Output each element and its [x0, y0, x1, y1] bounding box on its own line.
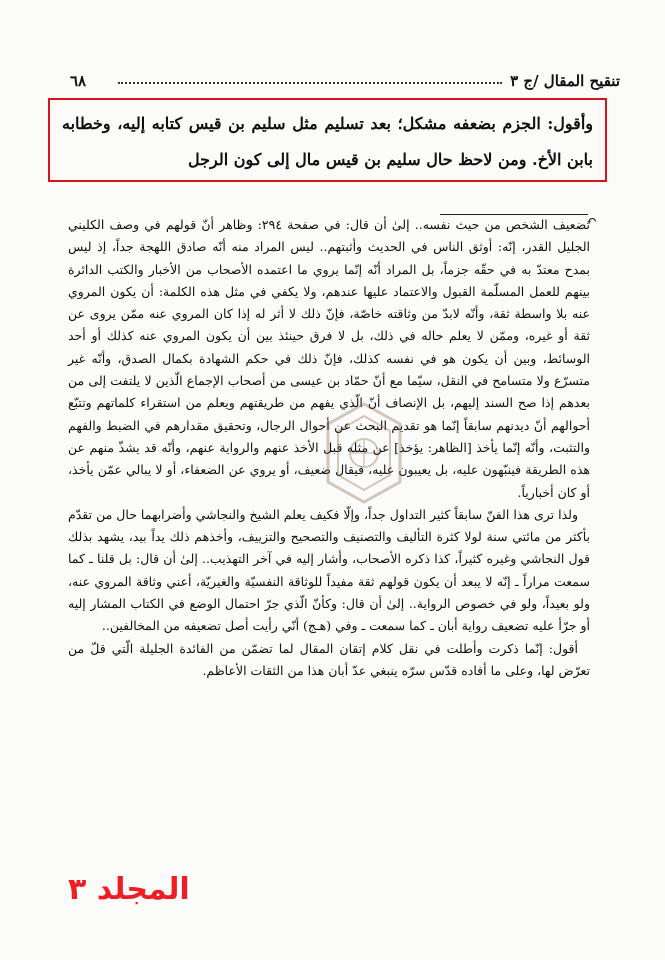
paragraph: ولذا ترى هذا الفنّ سابقاً كثير التداول جداً، وإلّا فكيف يعلم الشيخ والنجاشي وأضرابهما حال من تقدّم بأكثر من مائتي سنة لولا كثرة التأليف والتصنيف والتصحيح والتزييف، وأخذهم ذلك يداً بيد، يشهد بذلك قول النجاشي وغيره كثيراً، كذا ذكره الأصحاب، وأشار إليه في آخر التهذيب.. إلىٰ أن قال: بل قلنا ـ كما سمعت مراراً ـ إنّه لا يبعد أن يكون قولهم ثقة مفيداً للوثاقة النفسيّة والغيريّة، أعني وثاقة المروي عنه، ولو بعيداً، ولو في خصوص الرواية.. إلىٰ أن قال: وكأنّ الّذي جرّ احتمال الوضع في الكتاب المشار إليه أو جرّأ عليه تضعيف رواية أبان ـ كما سمعت ـ وفي (هـج) أنّي رأيت أصل تضعيفه من المخالفين..: [68, 506, 590, 634]
running-title: تنقيح المقال /ج ٣: [510, 72, 620, 90]
page-header: [70, 60, 620, 90]
page-number: ٦٨: [70, 72, 87, 90]
volume-label: المجلد ٣: [68, 872, 190, 907]
watermark-seal-icon: [318, 400, 410, 506]
highlighted-passage-text: وأقول: الجزم بضعفه مشكل؛ بعد تسليم مثل سليم بن قيس كتابه إليه، وخطابه بابن الأخ. ومن لاحظ حال سليم بن قيس مال إلى كون الرجل: [62, 114, 593, 169]
header-dot-leader: [118, 82, 502, 84]
paragraph: أقول: إنّما ذكرت وأطلت في نقل كلام إتقان المقال لما تضمّن من الفائدة الجليلة الّتي قلّ من تعرّض لها، وعلى ما أفاده قدّس سرّه ينبغي عدّ أبان هذا من الثقات الأعاظم.: [68, 640, 590, 678]
paragraph: تضعيف الشخص من حيث نفسه.. إلىٰ أن قال: في صفحة ٢٩٤: وظاهر أنّ قولهم في وصف الكليني الجليل القدر، إنّه: أوثق الناس في الحديث وأثبتهم.. ليس المراد منه أنّه صادق اللهجة جداً، إذ ليس بمدح معتدّ به في حقّه جزماً، بل المراد أنّه إنّما يروي ما اعتمده الأصحاب من الأخبار والكتب الدائرة بينهم للعمل المسلّمة القبول والاعتماد عليها عندهم، ولا يكفي في مثل هذه الكلمة: أن يكون المروي عنه بلا واسطة ثقة، وأنّه لابدّ من وثاقته خاصّة، فإنّ ذلك لا أثر له إذا كان المروي عنه ممّن يروى عن ثقة أو غيره، وممّن لا يعلم حاله في ذلك، بل لا فرق حينئذ بين أن يكون المروي عنه كذلك أو أحد الوسائط، وبين أن يكون هو في نفسه كذلك، فإنّ ذلك في حكم الشهادة بكمال الصدق، وأنّه غير متسرّع ولا متسامح في النقل، سيّما مع أنّ حمّاد بن عيسى من أصحاب الإجماع الّذين لا يلتفت إلى من بعدهم إذا صح السند إليهم، بل الإنصاف أنّ الّذي يفهم من طريقتهم ويعلم من استقراء كلماتهم وتتبّع أحوالهم أنّ ديدنهم سابقاً إنّما هو تقديم البحث عن أحوال الرجال، وتحقيق مقدارهم في الضبط والفهم والتثبت، وأنّه إنّما يأخذ [الظاهر: يؤخذ] عن مثله قبل الأخذ عنهم والرواية عنهم، وأنّه قد يشذّ منهم عن هذه الطريقة فينبّهون عليه، بل يعيبون عليه، فيقال ضعيف، أو يروي عن الضعفاء، أو لا يبالي عمّن يأخذ، أو كان أخبارياً.: [68, 217, 590, 500]
footnote-marker-icon: ↶: [586, 214, 597, 229]
highlighted-passage: [48, 98, 607, 182]
